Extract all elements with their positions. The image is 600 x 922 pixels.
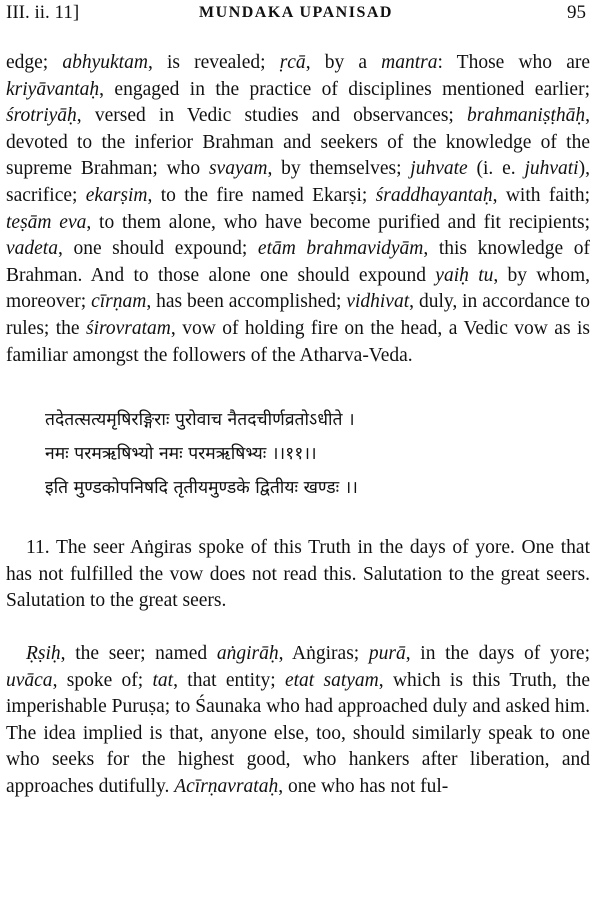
italic-term: aṅgirāḥ [216,642,279,664]
text-run: , the seer; named [60,642,217,664]
text-run: , this knowledge of Brahman. And to those alone one should expound [6,238,590,286]
verse-line-1: तदेतत्सत्यमृषिरङ्गिराः पुरोवाच नैतदचीर्णव्रतोऽधीते । [45,410,355,431]
text-run: , by themselves; [267,158,411,180]
text-run: , by a [305,52,382,73]
text-run: , by whom, moreover; [6,264,590,313]
italic-term: etām brahmavidyām [257,238,424,260]
italic-term: kriyāvantaḥ [6,78,100,100]
italic-term: vidhivat [346,291,410,313]
text-run: , devoted to the inferior Brahman and seekers of the knowledge of the supreme Brahman; who [6,105,590,180]
text-run: , one who has not ful- [278,775,449,797]
text-run: , Aṅgiras; [278,642,369,664]
section-reference: III. ii. 11] [6,2,80,23]
translation-paragraph [0,535,600,615]
italic-term: śirovratam [86,317,171,339]
text-run: 11. The seer Aṅgiras spoke of this Truth in the days of yore. One that has not fulfilled the vow does not read this. Salutation to the great seers. Salutation to the great seers. [6,537,590,612]
text-run: , has been accomplished; [146,291,347,313]
text-run: : Those who are [437,52,591,73]
text-run: , engaged in the practice of disciplines mentioned earlier; [99,78,590,100]
italic-term: svayam [208,158,268,180]
italic-term: ekarṣim [85,184,148,206]
italic-term: juhvate [410,158,468,180]
italic-term: abhyuktam [62,52,148,73]
text-run: , versed in Vedic studies and observances; [76,105,468,127]
italic-term: etat satyam [284,669,379,691]
page-title: MUNDAKA UPANISAD [199,4,393,21]
italic-term: vadeta [6,238,58,260]
text-run: , to the fire named Ekarṣi; [147,184,376,206]
italic-term: tat [152,669,174,691]
italic-term: yaiḥ tu [435,264,494,286]
italic-term: ṛcā [279,52,306,73]
text-run: , which is this Truth, the imperishable Puruṣa; to Śaunaka who had approached duly and asked him. The idea implied is that, anyone else, too, should similarly speak to one who seeks for the highest good, who hankers after liberation, and approaches dutifully. [6,669,590,797]
text-run: edge; [6,52,63,73]
commentary-paragraph-1 [0,50,600,369]
text-run: , vow of holding fire on the head, a Vedic vow as is familiar amongst the followers of the Atharva-Veda. [6,317,590,366]
italic-term: teṣām eva [6,211,87,233]
italic-term: Ṛṣiḥ [26,642,61,664]
sanskrit-verse [45,403,600,505]
text-run: , in the days of yore; [405,642,590,664]
italic-term: Acīrṇavrataḥ [174,775,279,797]
page-number: 95 [567,2,586,23]
verse-line-2: नमः परमऋषिभ्यो नमः परमऋषिभ्यः ।।११।। [45,444,317,465]
text-run: , with faith; [492,184,590,206]
page-body [0,50,600,800]
text-run: ), sacrifice; [6,158,590,206]
italic-term: brahmaniṣṭhāḥ [467,105,586,127]
commentary-paragraph-2 [0,641,600,801]
italic-term: mantra [381,52,438,73]
text-run: , spoke of; [52,669,153,691]
text-run: (i. e. [467,158,525,180]
italic-term: uvāca [6,669,53,691]
text-run: , to them alone, who have become purified and fit recipients; [86,211,590,233]
running-header [6,0,586,26]
italic-term: śrotriyāḥ [6,105,77,127]
verse-line-3: इति मुण्डकोपनिषदि तृतीयमुण्डके द्वितीयः खण्डः ।। [45,478,358,499]
italic-term: cīrṇam [91,291,147,313]
italic-term: juhvati [524,158,579,180]
text-run: , one should expound; [57,238,258,260]
text-run: , that entity; [173,669,285,691]
italic-term: purā [368,642,406,664]
italic-term: śraddhayantaḥ [375,184,493,206]
text-run: , duly, in accordance to rules; the [6,291,590,339]
text-run: , is revealed; [147,52,280,73]
